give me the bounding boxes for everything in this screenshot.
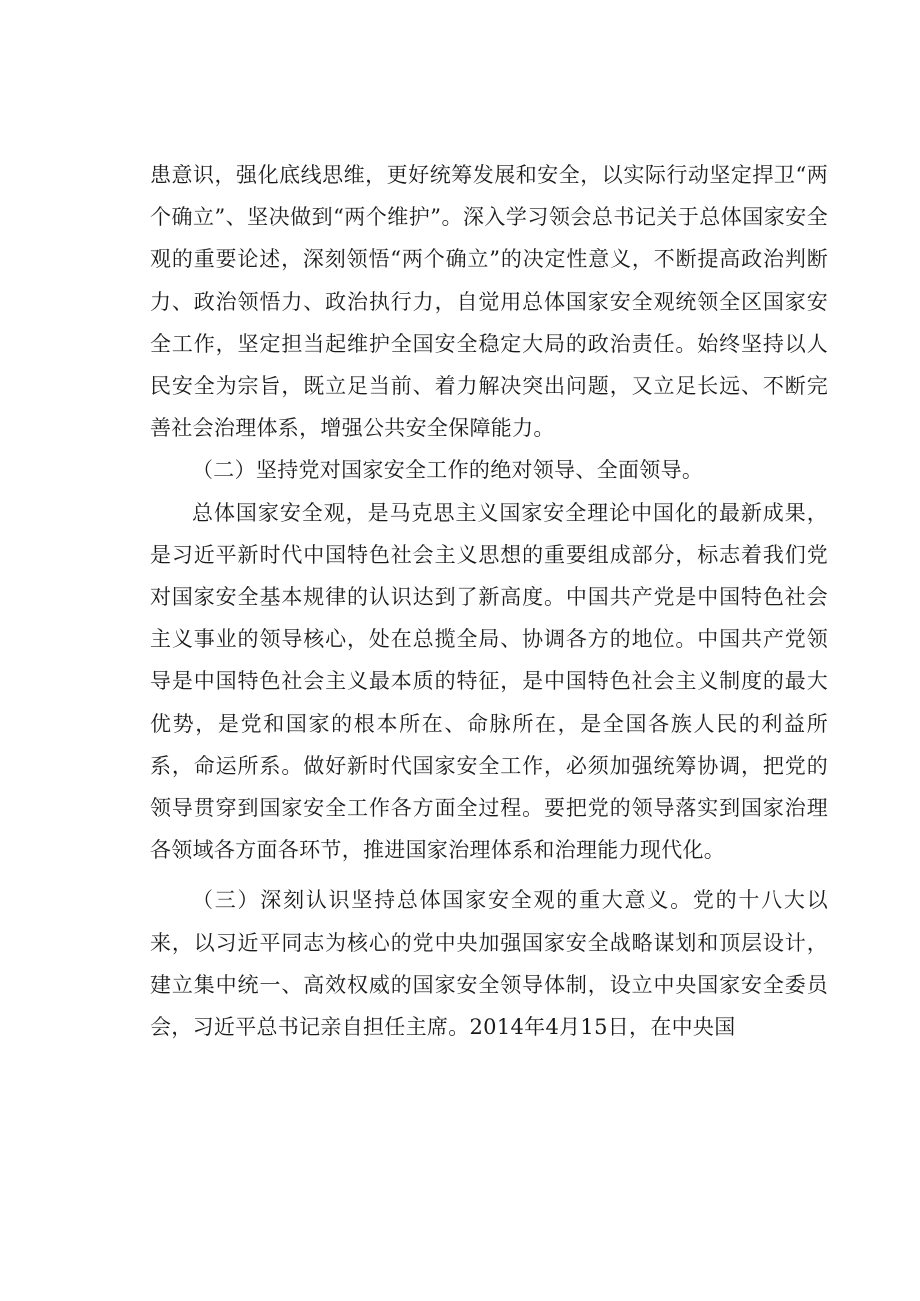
paragraph-continuation: 患意识，强化底线思维，更好统筹发展和安全，以实际行动坚定捍卫“两个确立”、坚决做到“两个维护”。深入学习领会总书记关于总体国家安全观的重要论述，深刻领悟“两个确立”的决定性意义，不断提高政治判断力、政治领悟力、政治执行力，自觉用总体国家安全观统领全区国家安全工作，坚定担当起维护全国安全稳定大局的政治责任。始终坚持以人民安全为宗旨，既立足当前、着力解决突出问题，又立足长远、不断完善社会治理体系，增强公共安全保障能力。 bbox=[150, 163, 828, 441]
paragraph-body: 总体国家安全观，是马克思主义国家安全理论中国化的最新成果，是习近平新时代中国特色社会主义思想的重要组成部分，标志着我们党对国家安全基本规律的认识达到了新高度。中国共产党是中国特色社会主义事业的领导核心，处在总揽全局、协调各方的地位。中国共产党领导是中国特色社会主义最本质的特征，是中国特色社会主义制度的最大优势，是党和国家的根本所在、命脉所在，是全国各族人民的利益所系，命运所系。做好新时代国家安全工作，必须加强统筹协调，把党的领导贯穿到国家安全工作各方面全过程。要把党的领导落实到国家治理各领域各方面各环节，推进国家治理体系和治理能力现代化。 bbox=[150, 500, 828, 863]
section-heading-two: （二）坚持党对国家安全工作的绝对领导、全面领导。 bbox=[192, 458, 704, 483]
document-body bbox=[150, 154, 828, 1048]
section-heading-three-paragraph: （三）深刻认识坚持总体国家安全观的重大意义。党的十八大以来，以习近平同志为核心的党中央加强国家安全战略谋划和顶层设计，建立集中统一、高效权威的国家安全领导体制，设立中央国家安全委员会，习近平总书记亲自担任主席。2014年4月15日，在中央国 bbox=[150, 888, 828, 1040]
